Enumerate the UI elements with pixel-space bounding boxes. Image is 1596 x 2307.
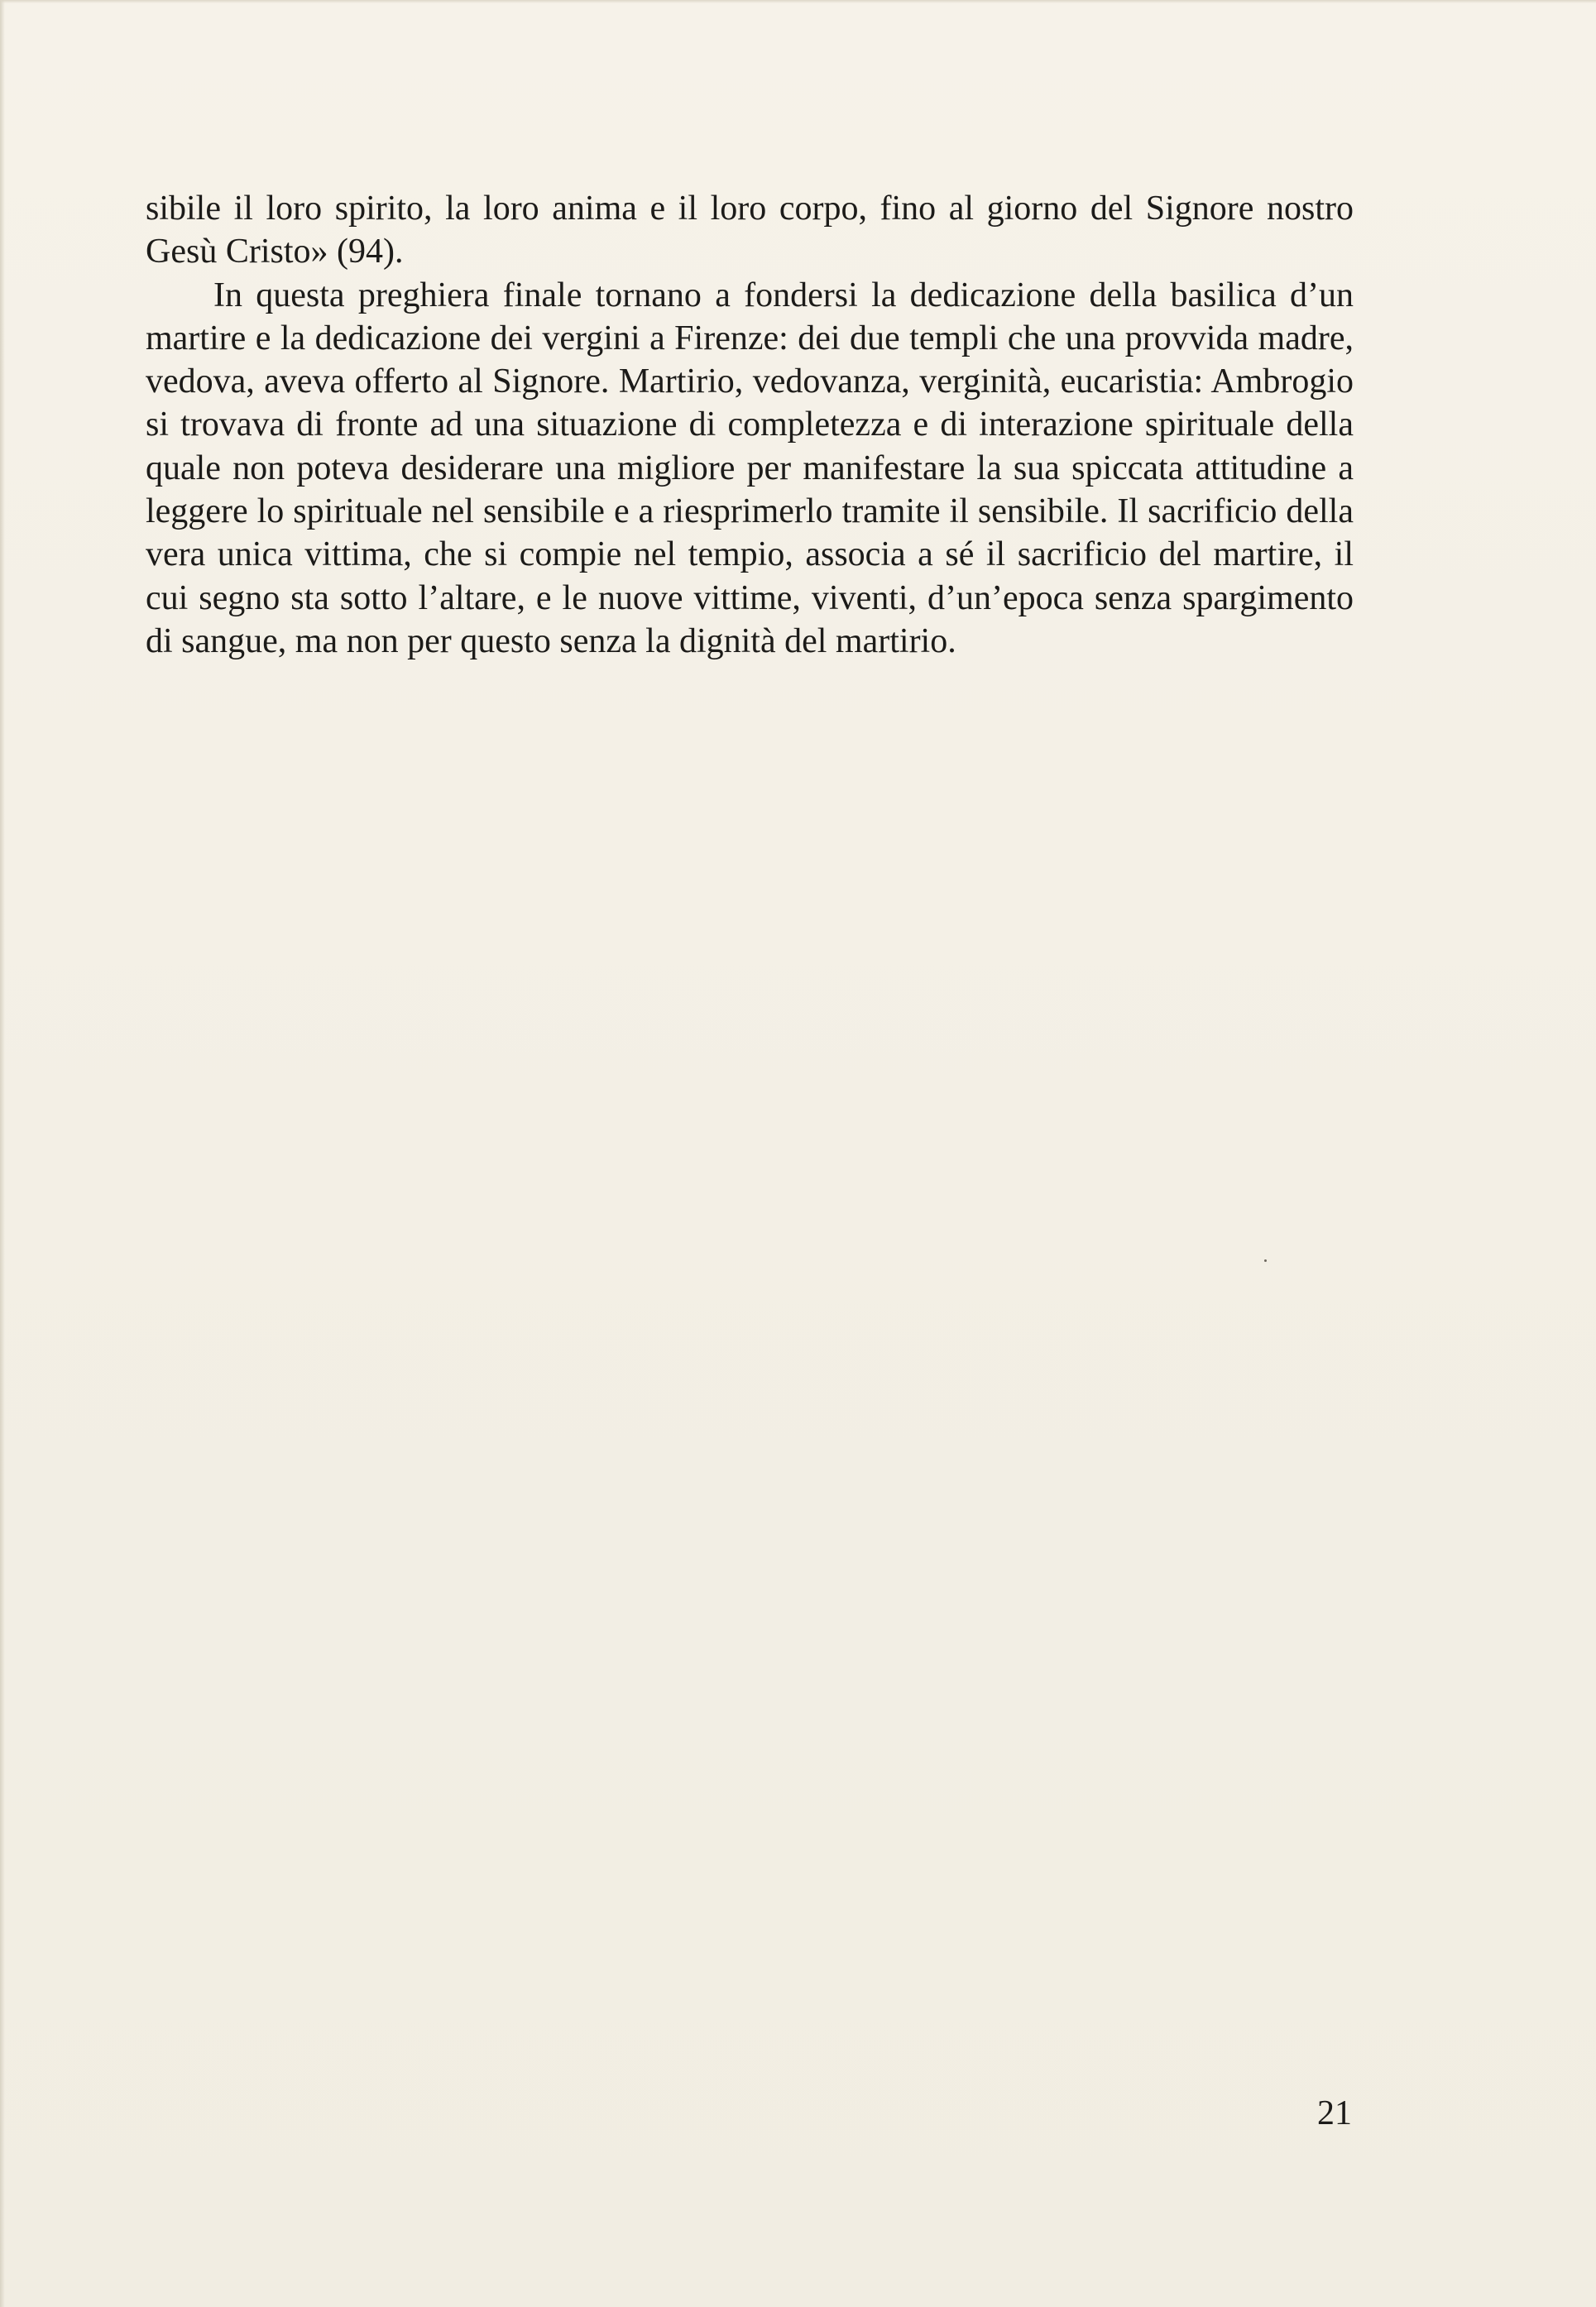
paragraph-prayer-analysis: In questa preghiera finale tornano a fondersi la dedicazione della basilica d’un martire e la dedicazione dei vergini a Firenze: dei due templi che una provvida madre, vedova, aveva offerto al Signore. Martirio, vedovanza, verginità, eucaristia: Ambrogio si trovava di fronte ad una situazione di completezza e di interazione spirituale della quale non poteva desiderare una migliore per manifestare la sua spiccata attitudine a leggere lo spirituale nel sensibile e a riesprimerlo tramite il sensibile. Il sacrificio della vera unica vittima, che si compie nel tempio, associa a sé il sacrificio del martire, il cui segno sta sotto l’altare, e le nuove vittime, viventi, d’un’epoca senza spargimento di sangue, ma non per questo senza la dignità del martirio. <box>146 276 1354 660</box>
body-text <box>146 187 1354 663</box>
page-number: 21 <box>1317 2094 1352 2132</box>
page-left-edge <box>0 0 5 2307</box>
page-top-edge <box>0 0 1596 3</box>
paragraph-continuation: sibile il loro spirito, la loro anima e il loro corpo, fino al giorno del Signore nostro Gesù Cristo» (94). <box>146 189 1354 271</box>
paper-speck <box>1264 1259 1267 1262</box>
